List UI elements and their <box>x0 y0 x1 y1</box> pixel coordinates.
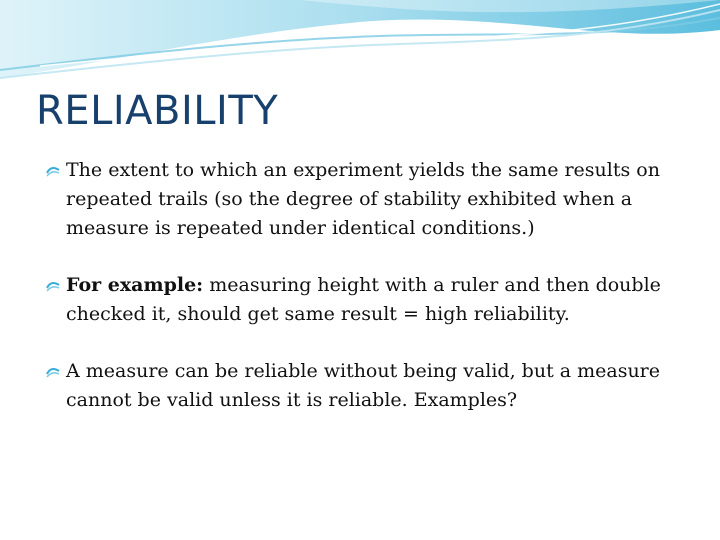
bullet-list <box>44 156 694 443</box>
wave-bullet-icon <box>46 165 60 177</box>
wave-bullet-icon <box>46 280 60 292</box>
bullet-text: The extent to which an experiment yields the same results on repeated trails (so the degree of stability exhibited when a measure is repeated under identical conditions.) <box>66 159 660 239</box>
bullet-text: A measure can be reliable without being valid, but a measure cannot be valid unless it is reliable. Examples? <box>66 360 661 411</box>
bullet-item-definition <box>44 156 694 243</box>
bullet-item-example <box>44 271 694 329</box>
wave-bullet-icon <box>46 366 60 378</box>
bullet-item-validity <box>44 357 694 415</box>
header-wave-decoration <box>0 0 720 90</box>
slide-title: RELIABILITY <box>36 88 279 134</box>
bullet-lead: For example: <box>66 274 204 296</box>
bullet-text: measuring height with a ruler and then double checked it, should get same result = high reliability. <box>66 274 661 325</box>
